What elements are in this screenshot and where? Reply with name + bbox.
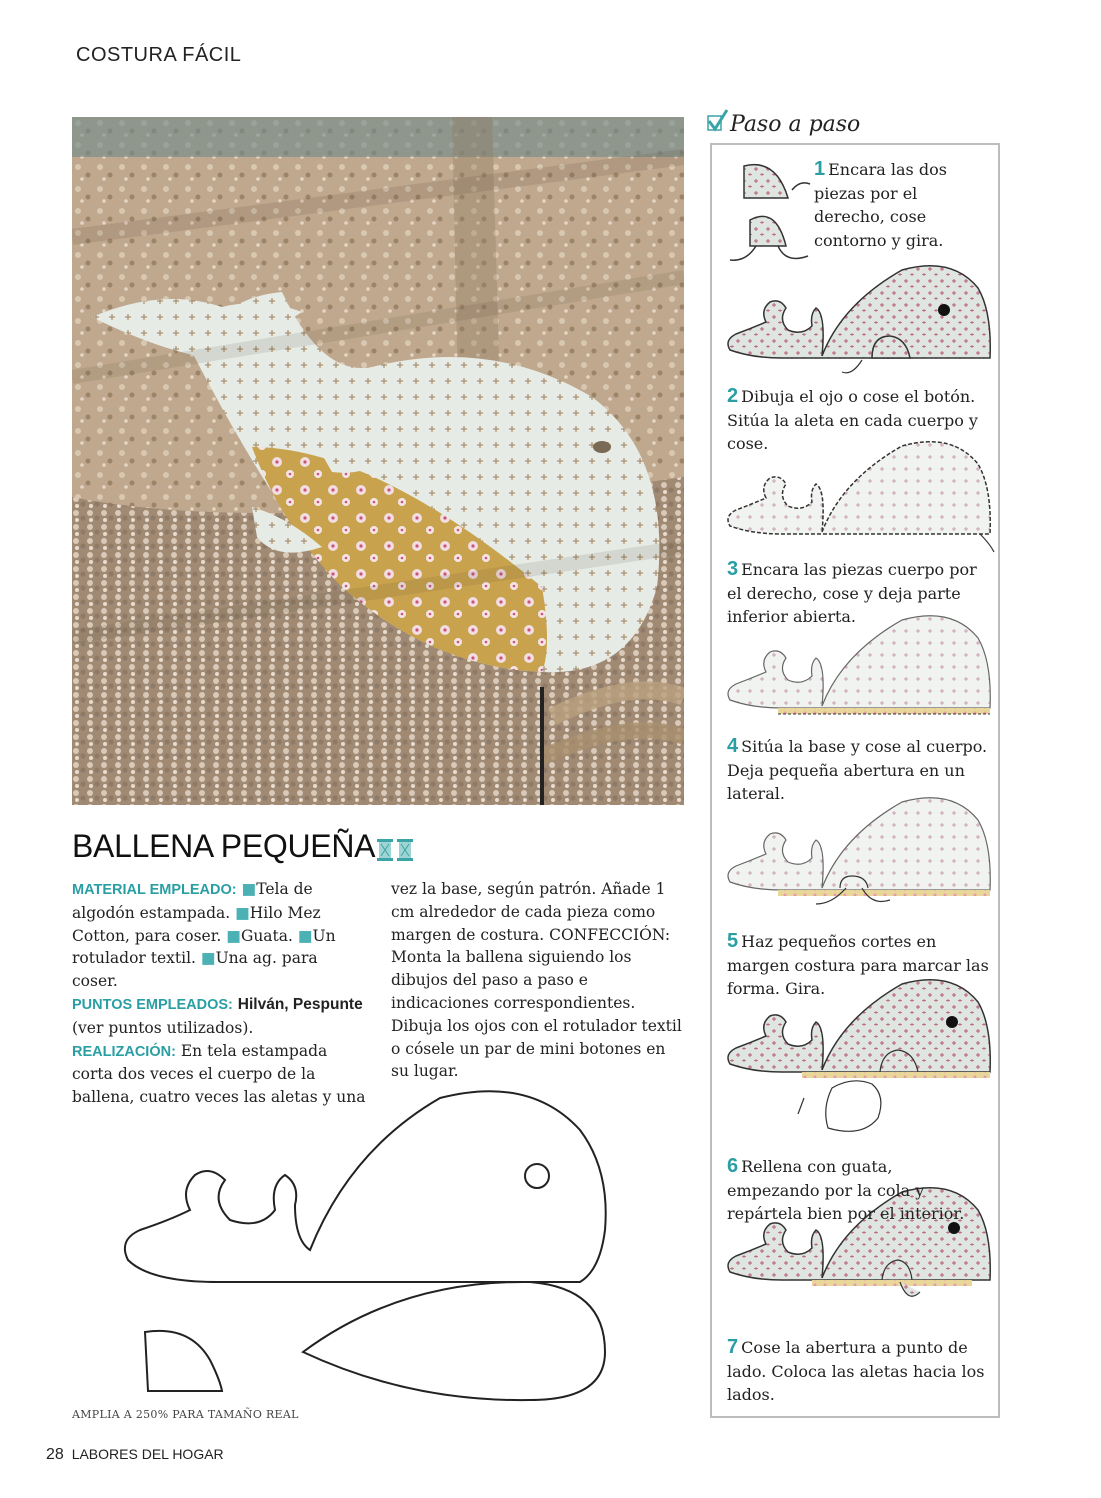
spool-icon [375, 838, 415, 866]
instructions-column-1 [72, 878, 366, 1109]
whale-pattern [110, 1090, 630, 1414]
step-text: Sitúa la base y cose al cuerpo. Deja pequeña abertura en un lateral. [727, 737, 988, 803]
steps-title: Paso a paso [730, 112, 861, 137]
step-number: 2 [727, 385, 739, 407]
eye-pattern [525, 1164, 549, 1188]
step-text: Rellena con guata, empezando por la cola y repártela bien por el interior. [727, 1157, 965, 1223]
step-4 [727, 735, 989, 806]
bullet-square-icon: ■ [235, 903, 250, 922]
step-7 [727, 1336, 989, 1407]
material-item: Un rotulador textil. [72, 926, 336, 968]
step-number: 6 [727, 1155, 739, 1177]
stitches-label: PUNTOS EMPLEADOS: [72, 996, 233, 1013]
material-label: MATERIAL EMPLEADO: [72, 882, 237, 898]
steps-heading [706, 108, 861, 138]
bullet-square-icon: ■ [200, 949, 216, 968]
material-item: Guata. [240, 926, 293, 945]
confection-text: Monta la ballena siguiendo los dibujos del paso a paso e indicaciones correspondientes. Dibuja los ojos con el rotulador textil o cósele un par de mini botones en su lugar. [391, 948, 682, 1081]
realization-text-start: En tela estampada corta dos veces el cuerpo de la ballena, cuatro veces las aletas y una [72, 1041, 366, 1107]
realization-label: REALIZACIÓN: [72, 1043, 176, 1060]
material-item: Una ag. para coser. [72, 949, 318, 991]
project-title: BALLENA PEQUEÑA [72, 828, 376, 864]
realization-text-end: vez la base, según patrón. Añade 1 cm alrededor de cada pieza como margen de costura. [391, 880, 666, 944]
stitches-note: (ver puntos utilizados). [72, 1018, 254, 1037]
checkmark-icon [706, 108, 730, 134]
whale-photo-illustration [72, 117, 684, 805]
bullet-square-icon: ■ [241, 880, 257, 898]
step-text: Cose la abertura a punto de lado. Coloca las aletas hacia los lados. [727, 1338, 985, 1404]
step-number: 4 [727, 735, 739, 757]
bullet-square-icon: ■ [297, 926, 313, 945]
step-1 [814, 158, 986, 252]
step-text: Dibuja el ojo o cose el botón. Sitúa la aleta en cada cuerpo y cose. [727, 387, 978, 453]
section-label: COSTURA FÁCIL [76, 44, 242, 66]
confection-label: CONFECCIÓN: [549, 925, 671, 944]
material-item: Tela de algodón estampada. [72, 880, 313, 922]
step-3 [727, 558, 989, 629]
bullet-square-icon: ■ [226, 926, 241, 945]
step-text: Encara las dos piezas por el derecho, cose contorno y gira. [814, 160, 947, 250]
page-footer [46, 1446, 224, 1464]
instructions-column-2 [391, 878, 683, 1083]
step-number: 7 [727, 1336, 739, 1358]
step-2 [727, 385, 989, 456]
step-number: 1 [814, 158, 826, 180]
page-number: 28 [46, 1446, 64, 1463]
pattern-note: AMPLIA A 250% PARA TAMAÑO REAL [72, 1408, 299, 1421]
step-number: 3 [727, 558, 739, 580]
step-text: Encara las piezas cuerpo por el derecho, cose y deja parte inferior abierta. [727, 560, 977, 626]
step-number: 5 [727, 930, 739, 952]
whale-photo [72, 117, 684, 805]
step-6 [727, 1155, 989, 1226]
step-5 [727, 930, 989, 1001]
material-item: Hilo Mez Cotton, para coser. [72, 903, 321, 945]
base-pattern [303, 1282, 605, 1400]
step-text: Haz pequeños cortes en margen costura para marcar las forma. Gira. [727, 932, 989, 998]
stitches-value: Hilván, Pespunte [237, 995, 363, 1013]
fin-pattern [145, 1331, 222, 1391]
magazine-name: LABORES DEL HOGAR [71, 1446, 224, 1462]
